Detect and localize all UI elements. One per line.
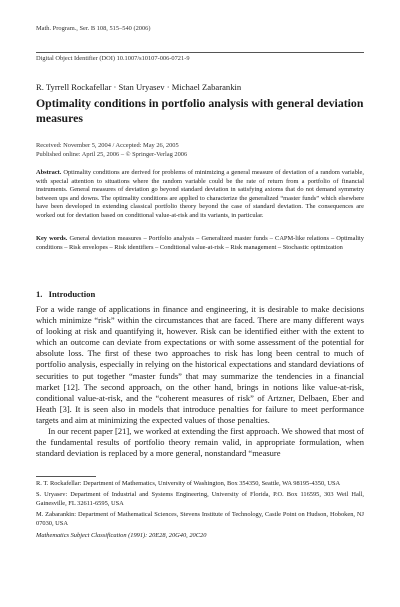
keywords [36, 235, 364, 252]
journal-header [36, 25, 151, 34]
keywords-text: General deviation measures – Portfolio analysis – Generalized master funds – CAPM-like relations – Optimality conditions – Risk envelopes – Risk identifiers – Conditional value-at-risk – Risk management – Stochastic optimization [36, 235, 364, 251]
section-number: 1. [36, 289, 43, 299]
received-accepted-dates: Received: November 5, 2004 / Accepted: May 26, 2005 [36, 142, 179, 149]
keywords-label: Key words. [36, 235, 68, 242]
section-heading [36, 289, 95, 299]
affiliation-zabarankin: M. Zabarankin: Department of Mathematical Sciences, Stevens Institute of Technology, Castle Point on Hudson, Hoboken, NJ 07030, USA [36, 511, 364, 527]
footnote-rule [36, 476, 96, 477]
footnotes [36, 480, 364, 543]
author-list: R. Tyrrell Rockafellar · Stan Uryasev · Michael Zabarankin [36, 82, 242, 92]
body-paragraph: For a wide range of applications in finance and engineering, it is desirable to make decisions which minimize “risk” within the circumstances that are faced. There are many different ways of looking at risk and quantifying it, however. Risk can be identified either with the extent to which an outcome can deviate from expectations or with some assessment of the potential for absolute loss. The first of these two approaches to risk has long been central to much of portfolio analysis, especially in relying on the historical expectations and standard deviations of securities to put together “master funds” that may summarize the tendencies in a financial market [12]. The second approach, on the other hand, brings in notions like value-at-risk, conditional value-at-risk, and the “coherent measures of risk” of Artzner, Delbaen, Eber and Heath [3]. It is seen also in models that introduce penalties for failure to meet performance targets and aim at minimizing the expected values of those penalties. [36, 304, 364, 425]
header-rule [36, 52, 364, 53]
body-paragraph: In our recent paper [21], we worked at extending the first approach. We showed that most of the fundamental results of portfolio theory remain valid, in appropriate formulation, when standard deviation is replaced by a more general, nonstandard “measure [36, 426, 364, 459]
published-online-date: Published online: April 25, 2006 – © Springer-Verlag 2006 [36, 150, 188, 158]
subject-classification: Mathematics Subject Classification (1991): 20E28, 20G40, 20C20 [36, 532, 207, 540]
affiliation-uryasev: S. Uryasev: Department of Industrial and Systems Engineering, University of Florida, P.O. Box 116595, 303 Weil Hall, Gainesville, FL 32611-6595, USA [36, 491, 364, 507]
section-title: Introduction [48, 289, 96, 299]
abstract-text: Optimality conditions are derived for problems of minimizing a general measure of deviation of a random variable, with special attention to situations where the random variable could be the rate of return from a portfolio of financial instruments. General measures of deviation go beyond standard deviation in satisfying axioms that do not demand symmetry between ups and downs. The optimality conditions are applied to characterize the generalized “master funds” which elsewhere have been developed in extending classical portfolio theory beyond the case of standard deviation. The consequences are worked out for deviation based on conditional value-at-risk and its variants, in particular. [36, 169, 364, 219]
affiliation-rockafellar: R. T. Rockafellar: Department of Mathematics, University of Washington, Box 354350, Seattle, WA 98195-4350, USA [36, 480, 341, 487]
doi-line: Digital Object Identifier (DOI) 10.1007/s10107-006-0721-9 [36, 55, 190, 62]
paper-title: Optimality conditions in portfolio analysis with general deviation measures [36, 96, 364, 125]
abstract [36, 169, 364, 220]
abstract-label: Abstract. [36, 169, 62, 176]
body-text [36, 304, 364, 459]
journal-citation: Math. Program., Ser. B 108, 515–540 (2006) [36, 25, 151, 32]
publication-dates [36, 142, 187, 159]
